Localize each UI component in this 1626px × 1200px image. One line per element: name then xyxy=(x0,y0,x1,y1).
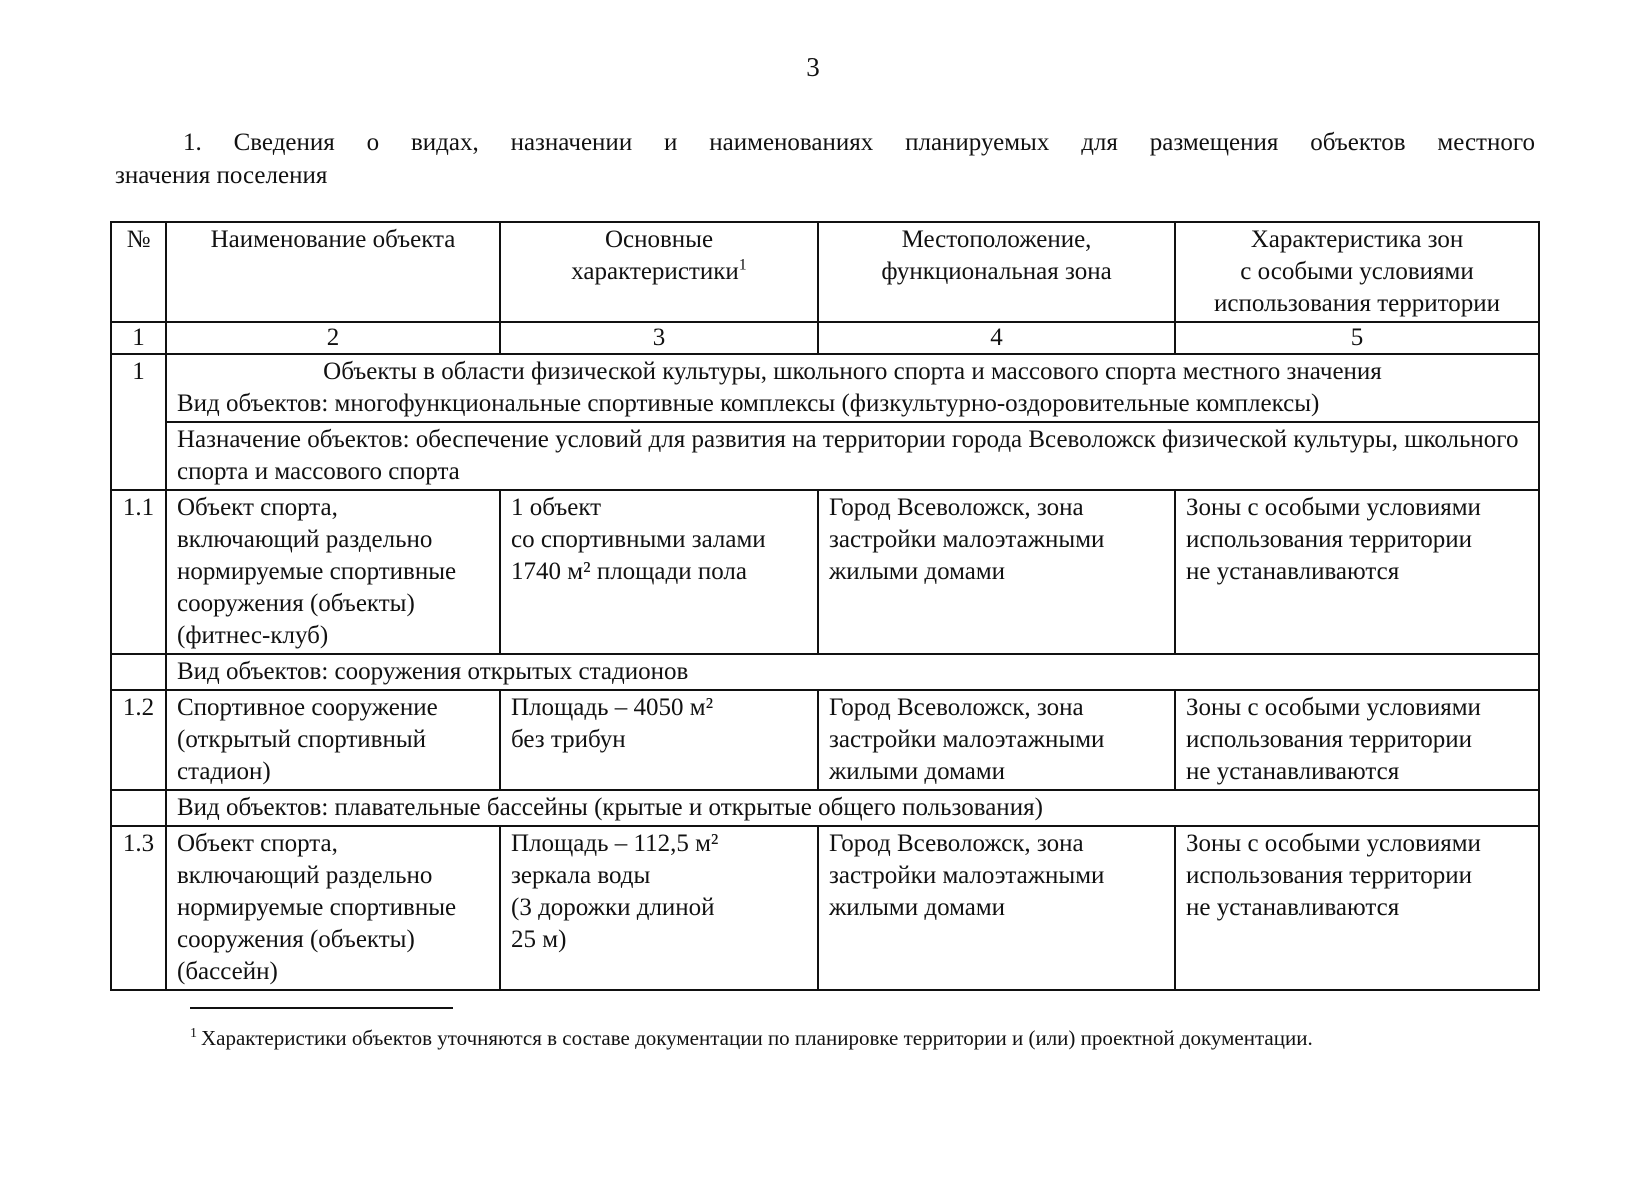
characteristics-line: Площадь – 4050 м² xyxy=(511,694,714,721)
table-row xyxy=(111,826,1539,990)
location-cell xyxy=(818,490,1175,654)
zones-cell xyxy=(1175,826,1539,990)
characteristics-line: 25 м) xyxy=(511,926,567,953)
zones-cell xyxy=(1175,490,1539,654)
characteristics-cell xyxy=(500,826,818,990)
zones-line: Зоны с особыми условиями xyxy=(1186,694,1481,721)
object-name-line: Объект спорта, xyxy=(177,830,338,857)
header-zones-line-1: Характеристика зон xyxy=(1250,226,1464,253)
header-row xyxy=(111,222,1539,322)
page-number: 3 xyxy=(806,52,820,82)
object-name-line: (бассейн) xyxy=(177,958,278,985)
row-number: 1.3 xyxy=(111,826,166,990)
column-number: 3 xyxy=(500,322,818,354)
zones-line: не устанавливаются xyxy=(1186,894,1400,921)
object-name-line: сооружения (объекты) xyxy=(177,590,415,617)
header-characteristics xyxy=(500,222,818,322)
header-zones xyxy=(1175,222,1539,322)
heading-line-1: 1. Сведения о видах, назначении и наименованиях планируемых для размещения объектов местного xyxy=(183,129,1535,156)
header-number: № xyxy=(111,222,166,322)
object-name-line: нормируемые спортивные xyxy=(177,558,457,585)
zones-line: не устанавливаются xyxy=(1186,558,1400,585)
column-numbers-row xyxy=(111,322,1539,354)
zones-line: не устанавливаются xyxy=(1186,758,1400,785)
zones-line: Зоны с особыми условиями xyxy=(1186,830,1481,857)
characteristics-cell xyxy=(500,690,818,790)
location-line: жилыми домами xyxy=(829,558,1006,585)
location-cell xyxy=(818,690,1175,790)
column-number: 5 xyxy=(1175,322,1539,354)
group-title-cell xyxy=(166,354,1539,422)
location-line: застройки малоэтажными xyxy=(829,526,1105,553)
header-location xyxy=(818,222,1175,322)
object-name-cell xyxy=(166,690,500,790)
header-location-line-1: Местоположение, xyxy=(901,226,1092,253)
location-line: Город Всеволожск, зона xyxy=(829,694,1084,721)
characteristics-line: со спортивными залами xyxy=(511,526,766,553)
object-name-line: сооружения (объекты) xyxy=(177,926,415,953)
footnote-text: Характеристики объектов уточняются в составе документации по планировке территории и (или) проектной документации. xyxy=(201,1026,1313,1050)
table-row xyxy=(111,690,1539,790)
footnote-reference: 1 xyxy=(738,256,747,274)
empty-cell xyxy=(111,790,166,826)
object-name-line: включающий раздельно xyxy=(177,862,433,889)
footnote-divider xyxy=(190,1007,453,1009)
zones-line: использования территории xyxy=(1186,862,1472,889)
kind-row xyxy=(111,790,1539,826)
table-row xyxy=(111,490,1539,654)
object-name-line: включающий раздельно xyxy=(177,526,433,553)
object-name-line: Объект спорта, xyxy=(177,494,338,521)
group-title-row xyxy=(111,354,1539,422)
object-name-line: (фитнес-клуб) xyxy=(177,622,329,649)
objects-table xyxy=(110,221,1540,991)
zones-line: использования территории xyxy=(1186,726,1472,753)
empty-cell xyxy=(111,654,166,690)
zones-line: использования территории xyxy=(1186,526,1472,553)
header-name: Наименование объекта xyxy=(166,222,500,322)
characteristics-cell xyxy=(500,490,818,654)
object-kind: Вид объектов: сооружения открытых стадионов xyxy=(166,654,1539,690)
column-number: 2 xyxy=(166,322,500,354)
characteristics-line: Площадь – 112,5 м² xyxy=(511,830,719,857)
object-name-cell xyxy=(166,490,500,654)
zones-line: Зоны с особыми условиями xyxy=(1186,494,1481,521)
location-cell xyxy=(818,826,1175,990)
location-line: застройки малоэтажными xyxy=(829,862,1105,889)
header-characteristics-line-2: характеристики$^1$ xyxy=(571,256,747,285)
characteristics-line: (3 дорожки длиной xyxy=(511,894,715,921)
group-kind: Вид объектов: многофункциональные спортивные комплексы (физкультурно-оздоровительные комплексы) xyxy=(177,390,1320,417)
header-zones-line-3: использования территории xyxy=(1214,290,1500,317)
location-line: жилыми домами xyxy=(829,758,1006,785)
footnote xyxy=(190,1026,1313,1051)
column-number: 1 xyxy=(111,322,166,354)
section-heading xyxy=(115,126,1535,192)
footnote-mark: 1 xyxy=(190,1026,197,1041)
characteristics-line: без трибун xyxy=(511,726,626,753)
header-characteristics-line-1: Основные xyxy=(604,226,714,253)
object-kind: Вид объектов: плавательные бассейны (крытые и открытые общего пользования) xyxy=(166,790,1539,826)
group-purpose: Назначение объектов: обеспечение условий для развития на территории города Всеволожск физической культуры, школьного спорта и массового спорта xyxy=(166,422,1539,490)
group-number: 1 xyxy=(111,354,166,490)
group-purpose-row xyxy=(111,422,1539,490)
header-zones-line-2: с особыми условиями xyxy=(1240,258,1474,285)
object-name-line: Спортивное сооружение xyxy=(177,694,438,721)
object-name-line: стадион) xyxy=(177,758,271,785)
column-number: 4 xyxy=(818,322,1175,354)
kind-row xyxy=(111,654,1539,690)
group-title: Объекты в области физической культуры, школьного спорта и массового спорта местного значения xyxy=(323,358,1382,385)
characteristics-line: 1740 м² площади пола xyxy=(511,558,747,585)
location-line: застройки малоэтажными xyxy=(829,726,1105,753)
characteristics-line: зеркала воды xyxy=(511,862,651,889)
location-line: Город Всеволожск, зона xyxy=(829,494,1084,521)
heading-line-2: значения поселения xyxy=(115,162,328,189)
location-line: Город Всеволожск, зона xyxy=(829,830,1084,857)
object-name-cell xyxy=(166,826,500,990)
row-number: 1.2 xyxy=(111,690,166,790)
object-name-line: нормируемые спортивные xyxy=(177,894,457,921)
zones-cell xyxy=(1175,690,1539,790)
characteristics-line: 1 объект xyxy=(511,494,602,521)
row-number: 1.1 xyxy=(111,490,166,654)
header-location-line-2: функциональная зона xyxy=(881,258,1112,285)
object-name-line: (открытый спортивный xyxy=(177,726,427,753)
location-line: жилыми домами xyxy=(829,894,1006,921)
